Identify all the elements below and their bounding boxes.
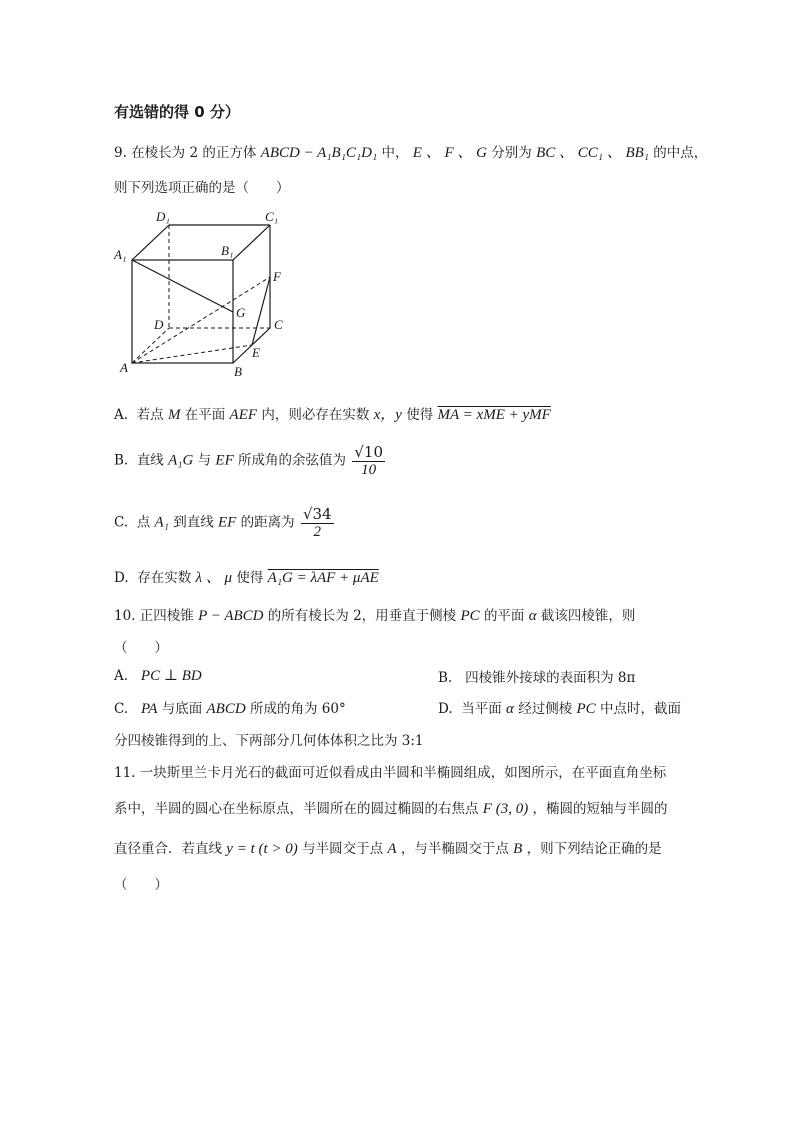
q10-line1: 10. 正四棱锥 P − ABCD 的所有棱长为 2，用垂直于侧棱 PC 的平面 α 截该四棱锥，则 — [114, 608, 636, 624]
label-F: F — [273, 269, 281, 284]
label-C1: C₁ — [265, 209, 279, 224]
q10-option-d-cont: 分四棱锥得到的上、下两部分几何体体积之比为 3:1 — [114, 733, 424, 749]
q9-option-b: B. 直线 A₁G 与 EF 所成角的余弦值为 $\frac{√10}{10}$ — [114, 443, 383, 478]
label-D1: D₁ — [156, 209, 170, 224]
fraction-sqrt34-over-2: $\frac{√34}{2}$ — [302, 505, 332, 540]
label-A1: A₁ — [114, 247, 127, 262]
q10-option-c: C. PA 与底面 ABCD 所成的角为 60° — [114, 701, 346, 717]
section-heading: 有选错的得 0 分） — [114, 103, 240, 121]
q10-option-a: A. PC ⊥ BD — [114, 668, 202, 684]
q11-line3: 直径重合．若直线 y = t (t > 0) 与半圆交于点 A ，与半椭圆交于点 B ，则下列结论正确的是 — [114, 841, 662, 857]
q11-line4: （ ） — [114, 877, 168, 893]
label-D: D — [154, 317, 164, 332]
q9-number: 9. — [114, 145, 127, 161]
fraction-sqrt10-over-10: $\frac{√10}{10}$ — [354, 443, 383, 478]
label-A: A — [120, 360, 128, 375]
label-C: C — [274, 317, 283, 332]
q9-line2: 则下列选项正确的是（ ） — [114, 180, 290, 196]
label-G: G — [236, 305, 246, 320]
label-B: B — [234, 364, 242, 379]
q10-option-b: B. 四棱锥外接球的表面积为 8π — [438, 670, 636, 686]
q9-option-a: A. 若点 M 在平面 AEF 内，则必存在实数 x，y 使得 MA = xME + yMF — [114, 407, 551, 423]
q10-option-d: D. 当平面 α 经过侧棱 PC 中点时，截面 — [438, 701, 681, 717]
label-E: E — [252, 345, 260, 360]
label-B1: B₁ — [221, 243, 234, 258]
cube-figure — [112, 205, 297, 380]
q9-option-c: C. 点 A₁ 到直线 EF 的距离为 $\frac{√34}{2}$ — [114, 505, 332, 540]
q9-option-d: D. 存在实数 λ 、 μ 使得 A₁G = λAF + μAE — [114, 570, 379, 586]
q10-line2: （ ） — [114, 640, 168, 656]
q11-line1: 11. 一块斯里兰卡月光石的截面可近似看成由半圆和半椭圆组成，如图所示，在平面直角坐标 — [114, 765, 667, 781]
q10-number: 10. — [114, 608, 136, 624]
q11-number: 11. — [114, 765, 136, 781]
q9-line1: 9. 在棱长为 2 的正方体 ABCD − A₁B₁C₁D₁ 中， E 、 F 、 G 分别为 BC 、 CC₁ 、 BB₁ 的中点， — [114, 145, 708, 161]
q11-line2: 系中，半圆的圆心在坐标原点，半圆所在的圆过椭圆的右焦点 F (3, 0) ，椭圆的短轴与半圆的 — [114, 801, 668, 817]
